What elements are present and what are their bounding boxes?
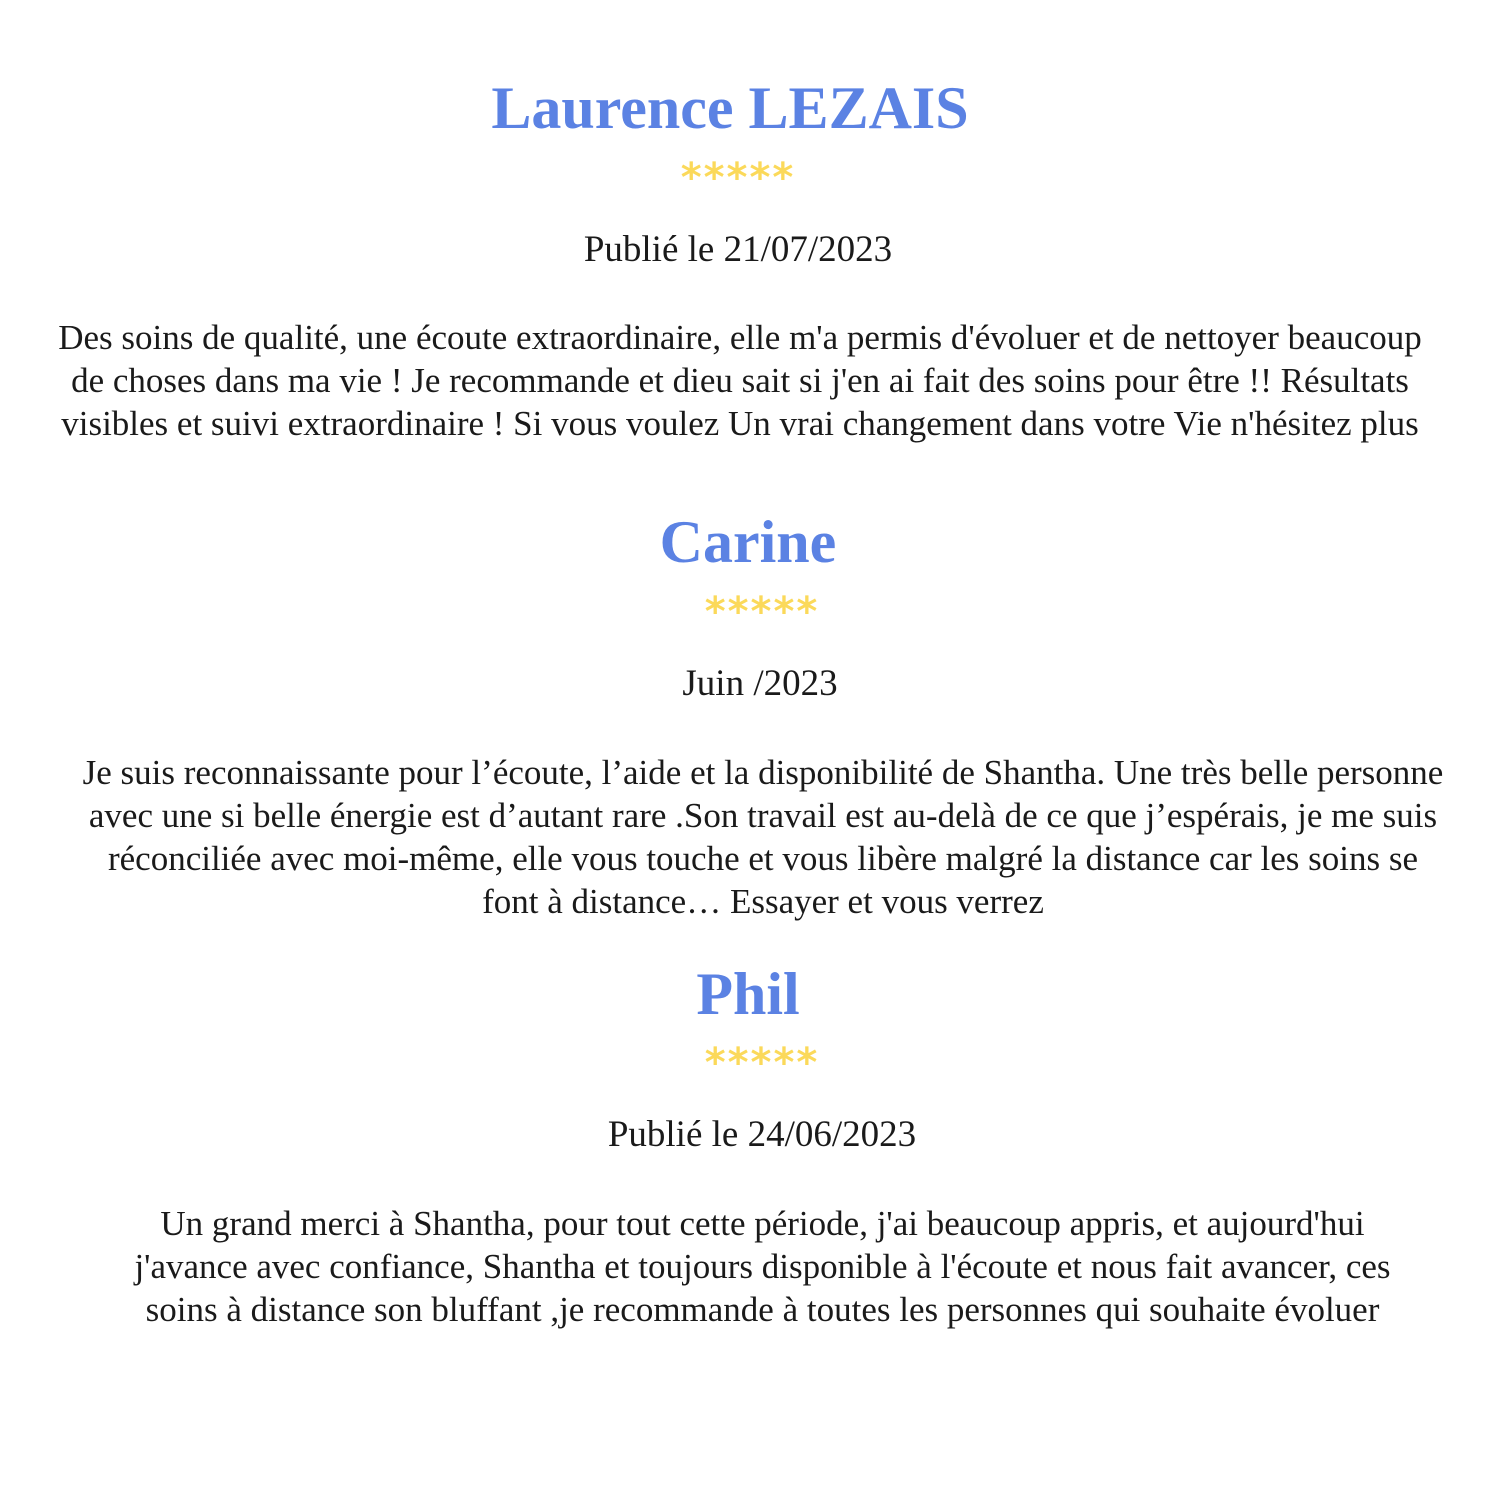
review-text: Des soins de qualité, une écoute extraordinaire, elle m'a permis d'évoluer et de nettoyer beaucoup de choses dans ma vie ! Je recommande et dieu sait si j'en ai fait des soins pour être !! Résultats visibles et suivi extraordinaire ! Si vous voulez Un vrai changement dans votre Vie n'hésitez plus	[58, 318, 1422, 443]
reviewer-name: Phil	[696, 961, 800, 1027]
review-text: Je suis reconnaissante pour l’écoute, l’aide et la disponibilité de Shantha. Une très belle personne avec une si belle énergie est d’autant rare .Son travail est au-delà de ce que j’espérais, je me suis réconciliée avec moi-même, elle vous touche et vous libère malgré la distance car les soins se font à distance… Essayer et vous verrez	[82, 753, 1444, 921]
rating-stars: *****	[704, 589, 820, 635]
review-text: Un grand merci à Shantha, pour tout cette période, j'ai beaucoup appris, et aujourd'hui j'avance avec confiance, Shantha et toujours disponible à l'écoute et nous fait avancer, ces soins à distance son bluffant ,je recommande à toutes les personnes qui souhaite évoluer	[134, 1204, 1391, 1329]
reviewer-name: Carine	[659, 509, 837, 575]
review-date: Publié le 24/06/2023	[607, 1114, 917, 1155]
review-date: Publié le 21/07/2023	[583, 229, 893, 270]
rating-stars: *****	[704, 1040, 820, 1086]
rating-stars: *****	[680, 155, 796, 201]
reviewer-name: Laurence LEZAIS	[491, 75, 969, 141]
review-date: Juin /2023	[682, 663, 838, 704]
